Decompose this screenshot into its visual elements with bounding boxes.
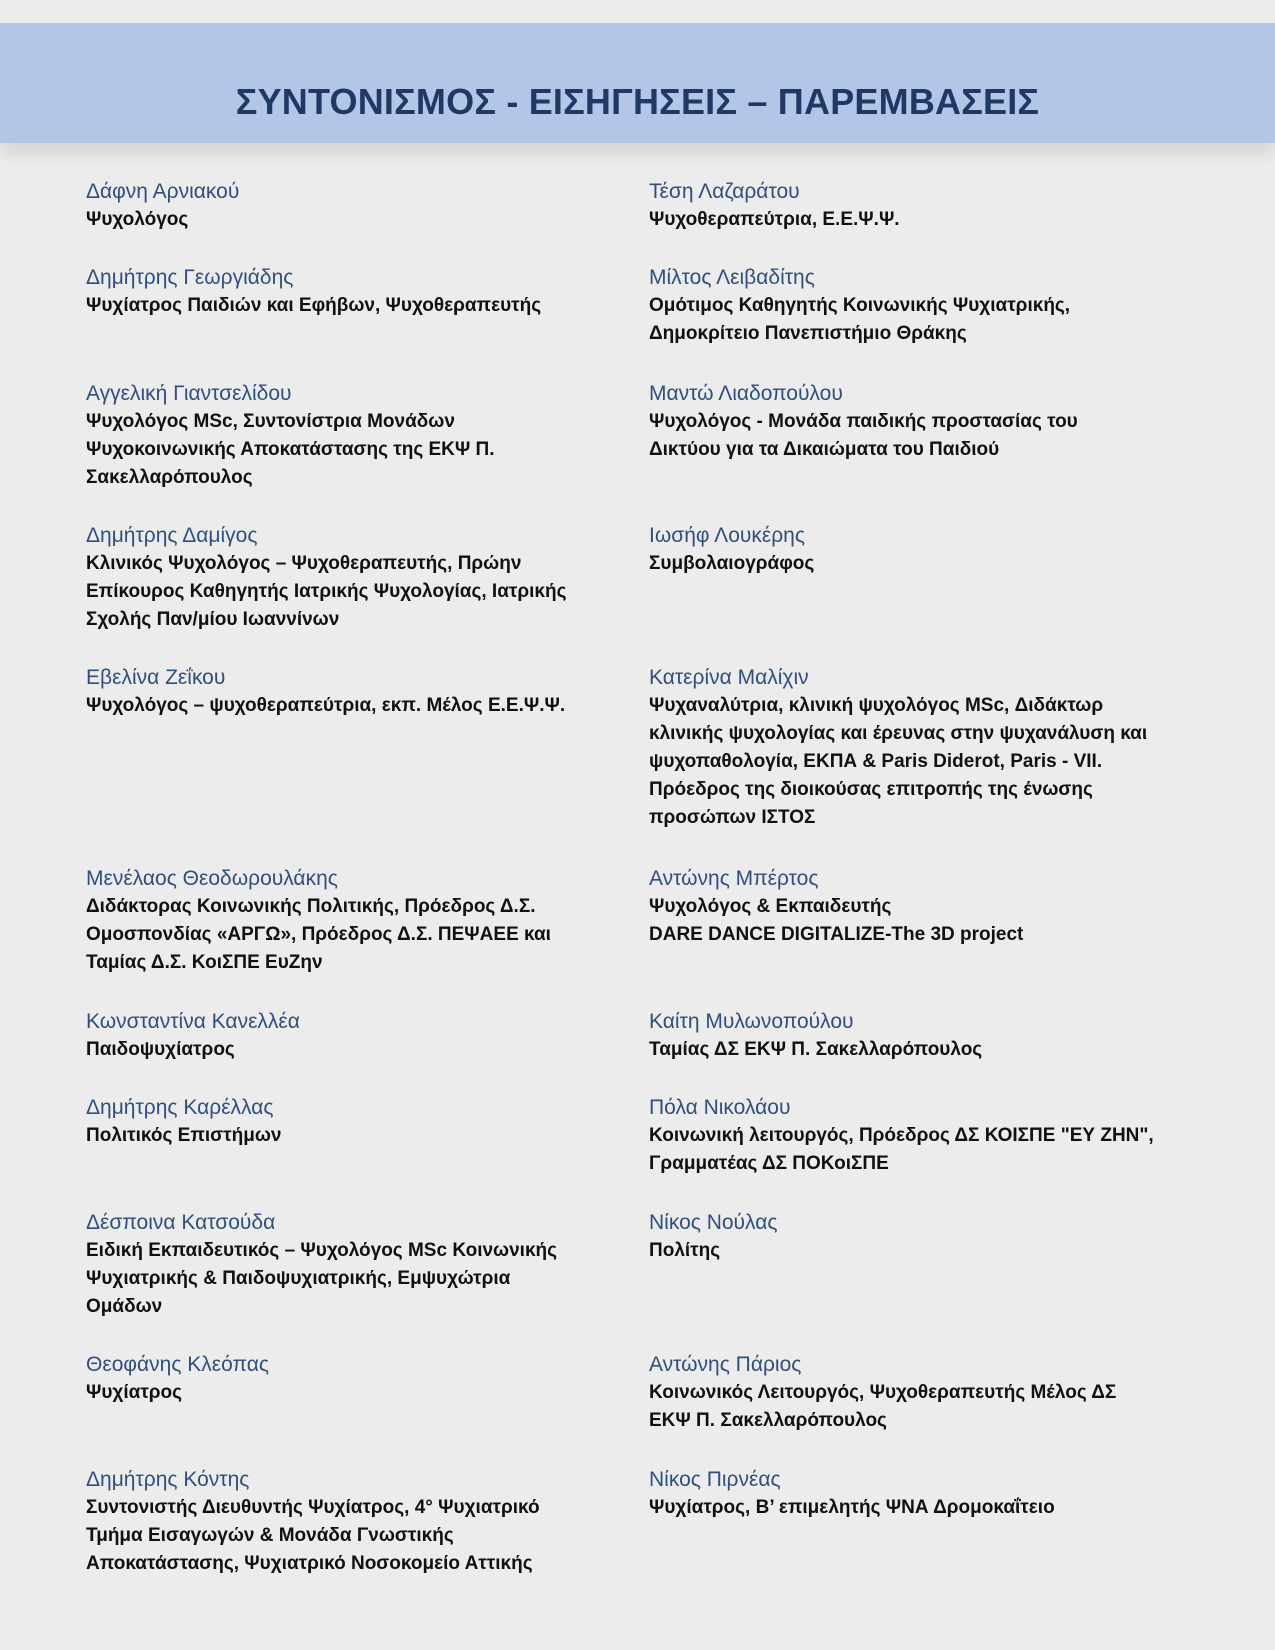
speaker-role: Δικτύου για τα Δικαιώματα του Παιδιού [649,439,1000,460]
speaker-entry [86,178,626,234]
speaker-name: Θεοφάνης Κλεόπας [86,1353,269,1376]
speaker-name: Εβελίνα Ζεΐκου [86,666,226,689]
speaker-name: Νίκος Νούλας [649,1211,778,1234]
speaker-name: Νίκος Πιρνέας [649,1468,781,1491]
speaker-entry [86,1351,626,1407]
speaker-role: Ψυχίατρος [86,1382,183,1403]
speaker-entry [86,264,626,320]
speaker-name: Δημήτρης Κόντης [86,1468,250,1491]
speaker-role: κλινικής ψυχολογίας και έρευνας στην ψυχανάλυση και [649,723,1148,744]
speaker-entry [649,1094,1209,1178]
speaker-role: Ψυχαναλύτρια, κλινική ψυχολόγος MSc, Διδάκτωρ [649,695,1104,716]
speaker-role: ψυχοπαθολογία, ΕΚΠΑ & Paris Diderot, Paris - VII. [649,751,1103,772]
speaker-role: Ειδική Εκπαιδευτικός – Ψυχολόγος MSc Κοινωνικής [86,1240,558,1261]
speaker-name: Καίτη Μυλωνοπούλου [649,1010,854,1033]
speaker-role: Συμβολαιογράφος [649,553,815,574]
speaker-entry [649,1209,1209,1265]
speaker-entry [86,380,626,492]
speaker-name: Δημήτρης Καρέλλας [86,1096,274,1119]
speaker-role: Επίκουρος Καθηγητής Ιατρικής Ψυχολογίας, Ιατρικής [86,581,567,602]
speaker-entry [86,1209,626,1321]
speaker-name: Αντώνης Μπέρτος [649,867,819,890]
speaker-role: Ψυχολόγος MSc, Συντονίστρια Μονάδων [86,411,455,432]
speaker-role: Ομότιμος Καθηγητής Κοινωνικής Ψυχιατρικής, [649,295,1071,316]
speaker-role: Ψυχίατρος, Β’ επιμελητής ΨΝΑ Δρομοκαΐτειο [649,1497,1055,1518]
speaker-role: Ψυχολόγος [86,209,189,230]
speaker-role: Ψυχολόγος & Εκπαιδευτής [649,896,892,917]
speaker-role: Ψυχολόγος - Μονάδα παιδικής προστασίας του [649,411,1078,432]
speaker-name: Δημήτρης Δαμίγος [86,524,258,547]
speaker-name: Δημήτρης Γεωργιάδης [86,266,294,289]
speaker-role: Συντονιστής Διευθυντής Ψυχίατρος, 4° Ψυχιατρικό [86,1497,540,1518]
speaker-name: Μαντώ Λιαδοπούλου [649,382,843,405]
speaker-name: Μενέλαος Θεοδωρουλάκης [86,867,338,890]
speaker-role: Ταμίας ΔΣ ΕΚΨ Π. Σακελλαρόπουλος [649,1039,983,1060]
speaker-role: Πρόεδρος της διοικούσας επιτροπής της ένωσης [649,779,1093,800]
speaker-role: Ψυχοκοινωνικής Αποκατάστασης της ΕΚΨ Π. [86,439,495,460]
speaker-role: Αποκατάστασης, Ψυχιατρικό Νοσοκομείο Αττικής [86,1553,533,1574]
speaker-name: Ιωσήφ Λουκέρης [649,524,805,547]
speaker-role: Ταμίας Δ.Σ. ΚοιΣΠΕ ΕυΖην [86,952,323,973]
speaker-role: Διδάκτορας Κοινωνικής Πολιτικής, Πρόεδρος Δ.Σ. [86,896,536,917]
speaker-name: Δέσποινα Κατσούδα [86,1211,276,1234]
speaker-entry [649,178,1209,234]
speaker-name: Πόλα Νικολάου [649,1096,791,1119]
speaker-entry [649,264,1209,348]
speaker-role: Ομάδων [86,1296,163,1317]
speaker-entry [649,1351,1209,1435]
speaker-entry [86,1466,626,1578]
speaker-role: Ψυχολόγος – ψυχοθεραπεύτρια, εκπ. Μέλος Ε.Ε.Ψ.Ψ. [86,695,566,716]
speaker-role: Τμήμα Εισαγωγών & Μονάδα Γνωστικής [86,1525,454,1546]
speaker-name: Αντώνης Πάριος [649,1353,802,1376]
speaker-name: Κατερίνα Μαλίχιν [649,666,809,689]
speaker-entry [649,380,1209,464]
speaker-entry [649,664,1209,832]
speaker-role: Ομοσπονδίας «ΑΡΓΩ», Πρόεδρος Δ.Σ. ΠΕΨΑΕΕ και [86,924,551,945]
speaker-entry [649,1466,1209,1522]
speaker-role: προσώπων ΙΣΤΟΣ [649,807,816,828]
speaker-role: Γραμματέας ΔΣ ΠΟΚοιΣΠΕ [649,1153,889,1174]
speaker-entry [86,865,626,977]
speaker-role: Κοινωνική λειτουργός, Πρόεδρος ΔΣ ΚΟΙΣΠΕ "ΕΥ ΖΗΝ", [649,1125,1154,1146]
speaker-role: Κοινωνικός Λειτουργός, Ψυχοθεραπευτής Μέλος ΔΣ [649,1382,1117,1403]
speaker-role: Πολιτικός Επιστήμων [86,1125,282,1146]
speaker-role: Σακελλαρόπουλος [86,467,253,488]
speaker-name: Τέση Λαζαράτου [649,180,800,203]
speaker-role: Σχολής Παν/μίου Ιωαννίνων [86,609,340,630]
speaker-role: Ψυχίατρος Παιδιών και Εφήβων, Ψυχοθεραπευτής [86,295,542,316]
speaker-role: DARE DANCE DIGITALIZE-The 3D project [649,924,1024,945]
speaker-entry [649,1008,1209,1064]
speaker-role: Ψυχοθεραπεύτρια, Ε.Ε.Ψ.Ψ. [649,209,900,230]
speaker-name: Κωνσταντίνα Κανελλέα [86,1010,300,1033]
page-title: ΣΥΝΤΟΝΙΣΜΟΣ - ΕΙΣΗΓΗΣΕΙΣ – ΠΑΡΕΜΒΑΣΕΙΣ [235,81,1040,122]
speaker-role: Κλινικός Ψυχολόγος – Ψυχοθεραπευτής, Πρώην [86,553,522,574]
speaker-role: Παιδοψυχίατρος [86,1039,235,1060]
speaker-role: Δημοκρίτειο Πανεπιστήμιο Θράκης [649,323,967,344]
speaker-entry [86,664,626,720]
speaker-role: Πολίτης [649,1240,721,1261]
speaker-role: Ψυχιατρικής & Παιδοψυχιατρικής, Εμψυχώτρια [86,1268,511,1289]
speaker-entry [86,1094,626,1150]
speaker-entry [86,522,626,634]
speaker-entry [86,1008,626,1064]
speaker-name: Δάφνη Αρνιακού [86,180,240,203]
speaker-name: Αγγελική Γιαντσελίδου [86,382,292,405]
speaker-name: Μίλτος Λειβαδίτης [649,266,815,289]
speaker-entry [649,865,1209,949]
speaker-entry [649,522,1209,578]
speaker-role: ΕΚΨ Π. Σακελλαρόπουλος [649,1410,887,1431]
